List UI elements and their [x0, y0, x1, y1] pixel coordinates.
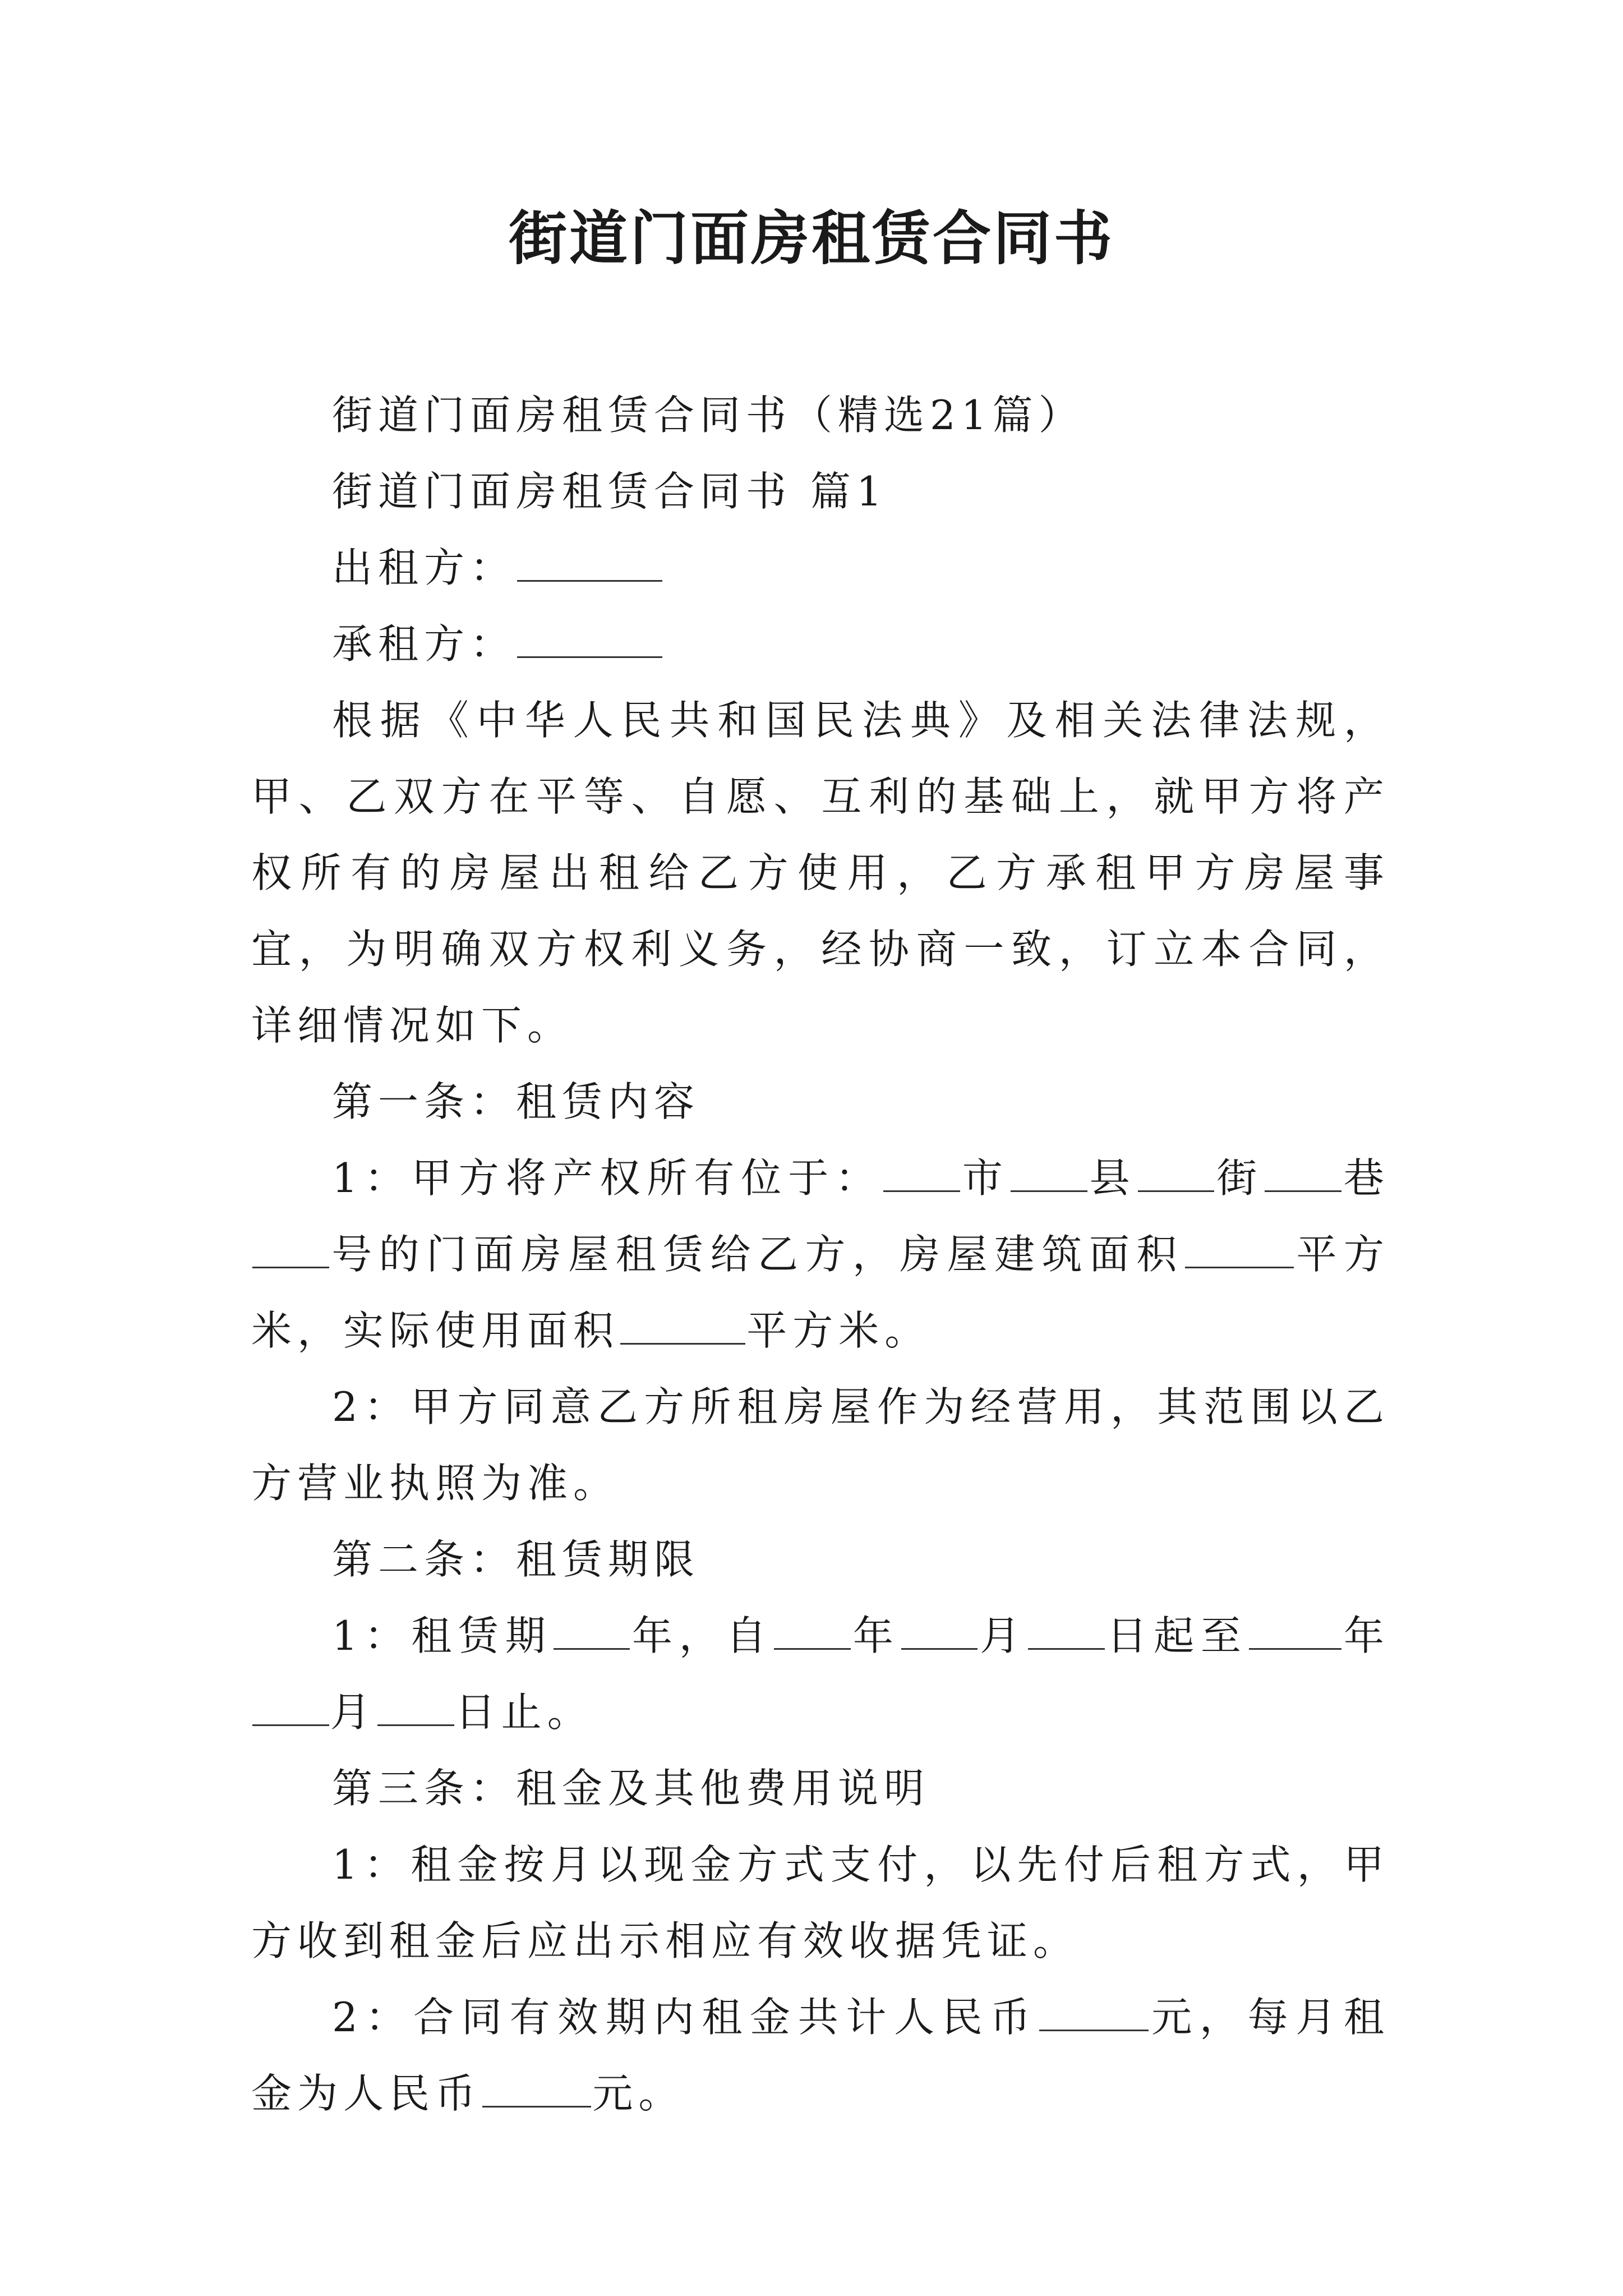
- city-blank: [883, 1152, 960, 1192]
- start-month-blank: [901, 1610, 978, 1650]
- document-subtitle: 街道门面房租赁合同书（精选21篇）: [332, 392, 1085, 439]
- article2-heading: 第二条：租赁期限: [332, 1536, 700, 1583]
- clause-text: 年，自: [631, 1612, 773, 1659]
- clause-text: 月: [330, 1688, 376, 1736]
- article2-clause1: [251, 1598, 1390, 1750]
- clause-text: 元，每月租金为人民币: [251, 1994, 1390, 2117]
- section-heading: 街道门面房租赁合同书 篇1: [332, 468, 888, 515]
- article3-clause1: 1：租金按月以现金方式支付，以先付后租方式，甲方收到租金后应出示相应有效收据凭证。: [251, 1841, 1390, 1964]
- lessee-line: [251, 606, 1390, 682]
- street-blank-2: [1265, 1152, 1341, 1192]
- clause-text: 年: [1343, 1612, 1390, 1659]
- article1-clause2: 2：甲方同意乙方所租房屋作为经营用，其范围以乙方营业执照为准。: [251, 1383, 1390, 1507]
- document-title: 街道门面房租赁合同书: [508, 204, 1114, 273]
- clause-text: 1：甲方将产权所有位于：: [332, 1154, 883, 1202]
- end-year-blank: [1249, 1610, 1342, 1650]
- start-day-blank: [1028, 1610, 1105, 1650]
- article1-clause1: [251, 1140, 1390, 1369]
- start-year-blank: [774, 1610, 851, 1650]
- article1-heading: 第一条：租赁内容: [332, 1078, 700, 1125]
- article3-heading: 第三条：租金及其他费用说明: [332, 1765, 930, 1812]
- clause-text: 月: [979, 1612, 1027, 1659]
- intro-paragraph: 根据《中华人民共和国民法典》及相关法律法规，甲、乙双方在平等、自愿、互利的基础上，就甲方将产权所有的房屋出租给乙方使用，乙方承租甲方房屋事宜，为明确双方权利义务，经协商一致，订立本合同，详细情况如下。: [251, 697, 1390, 1049]
- clause-text: 街: [1215, 1154, 1264, 1202]
- clause-text: 日止。: [455, 1688, 593, 1736]
- article3-clause2: [251, 1979, 1390, 2132]
- clause-text: 年: [852, 1612, 900, 1659]
- clause-text: 巷: [1343, 1154, 1390, 1202]
- lessor-blank: [517, 542, 662, 582]
- term-years-blank: [554, 1610, 630, 1650]
- clause-text: 平方米，实际使用面积: [251, 1231, 1390, 1354]
- end-day-blank: [377, 1686, 454, 1726]
- usable-area-blank: [620, 1305, 745, 1345]
- clause-text: 平方米。: [746, 1307, 931, 1354]
- clause-text: 市: [961, 1154, 1009, 1202]
- total-rent-blank: [1039, 1991, 1148, 2031]
- lessor-label: 出租方：: [332, 544, 517, 591]
- monthly-rent-blank: [482, 2068, 591, 2108]
- number-blank: [252, 1228, 329, 1268]
- clause-text: 日起至: [1105, 1612, 1248, 1659]
- end-month-blank: [252, 1686, 329, 1726]
- county-blank: [1011, 1152, 1087, 1192]
- clause-text: 1：租赁期: [332, 1612, 552, 1659]
- document-body: [251, 377, 1390, 2132]
- lessee-blank: [517, 618, 662, 658]
- clause-text: 元。: [592, 2070, 685, 2117]
- lessor-line: [251, 530, 1390, 606]
- lessee-label: 承租方：: [332, 620, 517, 668]
- clause-text: 县: [1088, 1154, 1137, 1202]
- building-area-blank: [1185, 1228, 1294, 1268]
- clause-text: 号的门面房屋租赁给乙方，房屋建筑面积: [330, 1231, 1184, 1278]
- street-blank: [1138, 1152, 1215, 1192]
- clause-text: 2：合同有效期内租金共计人民币: [332, 1994, 1039, 2041]
